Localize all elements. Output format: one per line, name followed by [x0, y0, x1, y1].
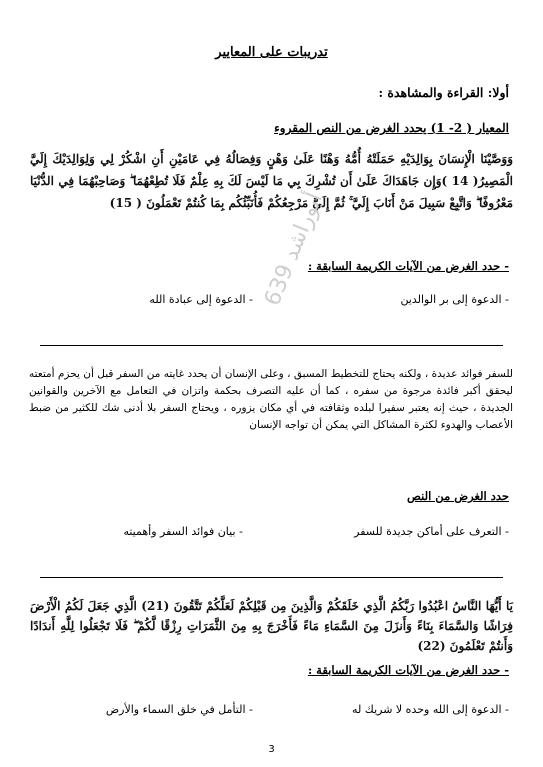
question-3-option-1: - الدعوة إلى الله وحده لا شريك له	[352, 703, 509, 716]
question-3-option-2: - التأمل في خلق السماء والأرض	[105, 703, 253, 716]
question-2-prompt: حدد الغرض من النص	[407, 489, 509, 503]
answer-line	[40, 577, 503, 578]
quran-passage-2: يَا أَيُّهَا النَّاسُ اعْبُدُوا رَبَّكُمُ الَّذِي خَلَقَكُمْ وَالَّذِينَ مِن قَبْلِكُمْ لَعَلَّكُمْ تَتَّقُونَ (21) الَّذِي جَعَلَ لَكُمُ الْأَرْضَ فِرَاشًا وَالسَّمَاءَ بِنَاءً وَأَنزَلَ مِنَ السَّمَاءِ مَاءً فَأَخْرَجَ بِهِ مِنَ الثَّمَرَاتِ رِزْقًا لَّكُمْ ۖ فَلَا تَجْعَلُوا لِلَّهِ أَندَادًا وَأَنتُمْ تَعْلَمُونَ (22)	[30, 599, 513, 653]
question-3-prompt: - حدد الغرض من الآيات الكريمة السابقة :	[307, 663, 509, 677]
quran-passage-1: وَوَصَّيْنَا الْإِنسَانَ بِوَالِدَيْهِ حَمَلَتْهُ أُمُّهُ وَهْنًا عَلَىٰ وَهْنٍ وَفِصَالُهُ فِي عَامَيْنِ أَنِ اشْكُرْ لِي وَلِوَالِدَيْكَ إِلَيَّ الْمَصِيرُ( 14 )وَإِن جَاهَدَاكَ عَلَىٰ أَن تُشْرِكَ بِي مَا لَيْسَ لَكَ بِهِ عِلْمٌ فَلَا تُطِعْهُمَا ۖ وَصَاحِبْهُمَا فِي الدُّنْيَا مَعْرُوفًا ۖ وَاتَّبِعْ سَبِيلَ مَنْ أَنَابَ إِلَيَّ ۚ ثُمَّ إِلَيَّ مَرْجِعُكُمْ فَأُنَبِّئُكُم بِمَا كُنتُمْ تَعْمَلُونَ ( 15)	[30, 152, 513, 210]
standard-heading: المعيار ( 2- 1) يحدد الغرض من النص المقروء	[274, 121, 509, 135]
answer-line	[40, 345, 503, 346]
watermark: أبوراشد 639	[260, 189, 328, 310]
section-heading: أولا: القراءة والمشاهدة :	[378, 85, 509, 100]
page-title: تدريبات على المعايير	[215, 45, 328, 60]
question-1-option-1: - الدعوة إلى بر الوالدين	[400, 293, 509, 306]
question-2-option-2: - بيان فوائد السفر وأهميته	[123, 525, 243, 538]
question-1-prompt: - حدد الغرض من الآيات الكريمة السابقة :	[307, 259, 509, 273]
question-2-option-1: - التعرف على أماكن جديدة للسفر	[354, 525, 509, 538]
page-number: 3	[268, 744, 275, 755]
travel-paragraph: للسفر فوائد عديدة ، ولكنه يحتاج للتخطيط المسبق ، وعلى الإنسان أن يحدد غايته من السفر قبل أن يحزم أمتعته ليحقق أكبر فائدة مرجوة من سفره ، كما أن عليه التصرف بحكمة واتزان في التعامل مع الآخرين والقوانين الجديدة ، حيث إنه يعتبر سفيرا لبلده وثقافته في أي مكان يزوره ، ويحتاج السفر بلا أدنى شك للكثير من ضبط الأعصاب والهدوء لكثرة المشاكل التي يمكن أن تواجه الإنسان	[29, 368, 513, 431]
question-1-option-2: - الدعوة إلى عبادة الله	[149, 293, 253, 306]
